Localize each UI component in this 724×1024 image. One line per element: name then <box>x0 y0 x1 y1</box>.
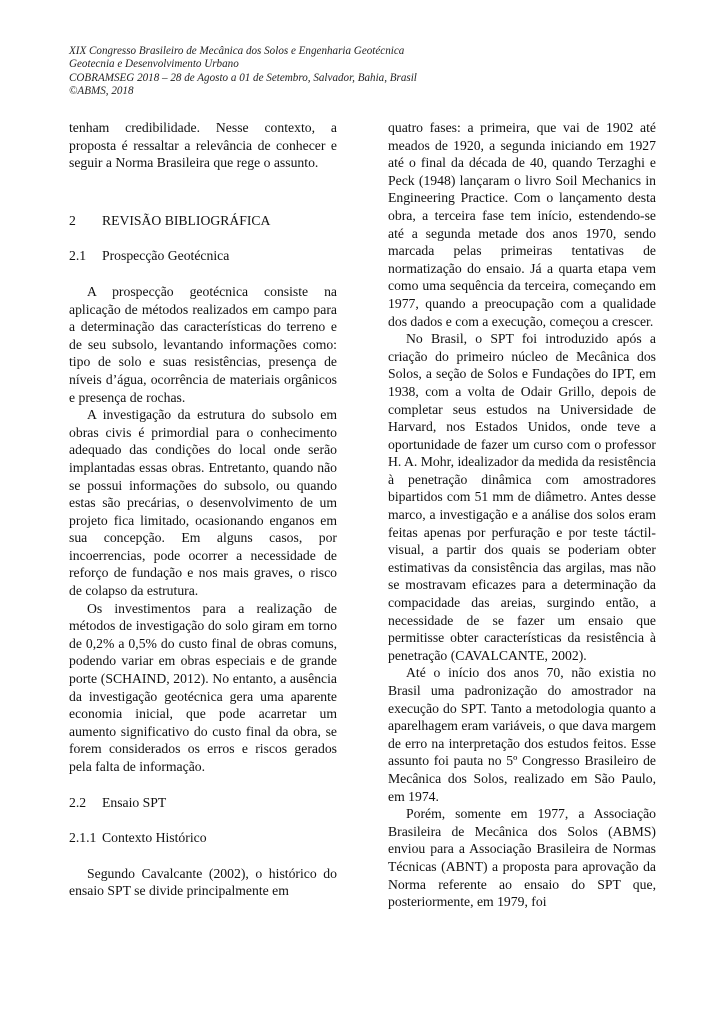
section-heading <box>69 212 337 230</box>
subsection-number: 2.2 <box>69 794 87 810</box>
header-event: COBRAMSEG 2018 – 28 de Agosto a 01 de Setembro, Salvador, Bahia, Brasil <box>69 71 417 84</box>
subsection-title: Prospecção Geotécnica <box>102 248 230 264</box>
section-title: REVISÃO BIBLIOGRÁFICA <box>102 212 271 228</box>
subsection-heading <box>69 794 337 812</box>
paragraph: Até o início dos anos 70, não existia no Brasil uma padronização do amostrador na execução do SPT. Tanto a metodologia quanto a aparelhagem eram variáveis, o que dava margem de erro na interpretação dos estudos feitos. Esse assunto foi pauta no 5º Congresso Brasileiro de Mecânica dos Solos, realizado em São Paulo, em 1974. <box>388 665 656 804</box>
paragraph: A investigação da estrutura do subsolo em obras civis é primordial para o conhecimento adequado das condições do local onde serão implantadas essas obras. Entretanto, quando não se possui informações do subsolo, ou quando estas são precárias, o desenvolvimento de um projeto fica limitado, ocasionando enganos em sua concepção. Em alguns casos, por incoerrencias, pode ocorrer a necessidade de reforço de fundação e nos mais graves, o risco de colapso da estrutura. <box>69 407 337 599</box>
header-copyright: ©ABMS, 2018 <box>69 85 134 98</box>
right-column <box>388 119 656 911</box>
subsubsection-title: Contexto Histórico <box>102 830 207 846</box>
header-theme: Geotecnia e Desenvolvimento Urbano <box>69 58 239 71</box>
page-header <box>69 45 629 99</box>
paragraph: tenham credibilidade. Nesse contexto, a proposta é ressaltar a relevância de conhecer e seguir a Norma Brasileira que rege o assunto. <box>69 120 337 171</box>
paragraph: Porém, somente em 1977, a Associação Brasileira de Mecânica dos Solos (ABMS) enviou para a Associação Brasileira de Normas Técnicas (ABNT) a proposta para aprovação da Norma referente ao ensaio do SPT que, posteriormente, em 1979, foi <box>388 806 656 910</box>
subsubsection-heading <box>69 829 337 847</box>
subsubsection-number: 2.1.1 <box>69 830 97 846</box>
subsection-number: 2.1 <box>69 248 87 264</box>
subsection-heading <box>69 247 337 265</box>
header-congress: XIX Congresso Brasileiro de Mecânica dos Solos e Engenharia Geotécnica <box>69 45 405 57</box>
left-column <box>69 119 337 900</box>
paragraph: Segundo Cavalcante (2002), o histórico do ensaio SPT se divide principalmente em <box>69 865 337 899</box>
paragraph: No Brasil, o SPT foi introduzido após a criação do primeiro núcleo de Mecânica dos Solos, a seção de Solos e Fundações do IPT, em 1938, com a volta de Odair Grillo, depois de completar seus estudos na Universidade de Harvard, nos Estados Unidos, onde teve a oportunidade de fazer um curso com o professor H. A. Mohr, idealizador da medida da resistência à penetração dinâmica com amostradores bipartidos com 51 mm de diâmetro. Antes desse marco, a investigação e a análise dos solos eram feitas apenas por perfuração e por teste táctil-visual, a partir dos quais se poderiam obter estimativas da consistência das argilas, mas não se mostravam eficazes para a determinação da compacidade das areias, surgindo então, a necessidade de se fazer um ensaio que permitisse obter características da resistência à penetração (CAVALCANTE, 2002). <box>388 331 656 663</box>
subsection-title: Ensaio SPT <box>102 794 167 810</box>
paragraph: A prospecção geotécnica consiste na aplicação de métodos realizados em campo para a determinação das características do terreno e de seu subsolo, levantando informações como: tipo de solo e suas resistências, presença de níveis d’água, ocorrência de materiais orgânicos e presença de rochas. <box>69 283 337 405</box>
paragraph: Os investimentos para a realização de métodos de investigação do solo giram em torno de 0,2% a 0,5% do custo final de obras comuns, podendo variar em obras especiais e de grande porte (SCHAIND, 2012). No entanto, a ausência da investigação geotécnica gera uma aparente economia inicial, que pode acarretar um aumento significativo do custo final da obra, se forem considerados os erros e riscos gerados pela falta de informação. <box>69 600 337 774</box>
paragraph: quatro fases: a primeira, que vai de 1902 até meados de 1920, a segunda iniciando em 1927 até o final da década de 40, quando Terzaghi e Peck (1948) lançaram o livro Soil Mechanics in Engineering Practice. Com o lançamento desta obra, a terceira fase tem início, estendendo-se até a segunda metade dos anos 1970, sendo marcada pelas primeiras tentativas de normatização do ensaio. Já a quarta etapa vem como uma sequência da terceira, começando em 1977, quando a preocupação com a qualidade dos dados e com a execução, começou a crescer. <box>388 120 656 329</box>
section-number: 2 <box>69 212 76 228</box>
